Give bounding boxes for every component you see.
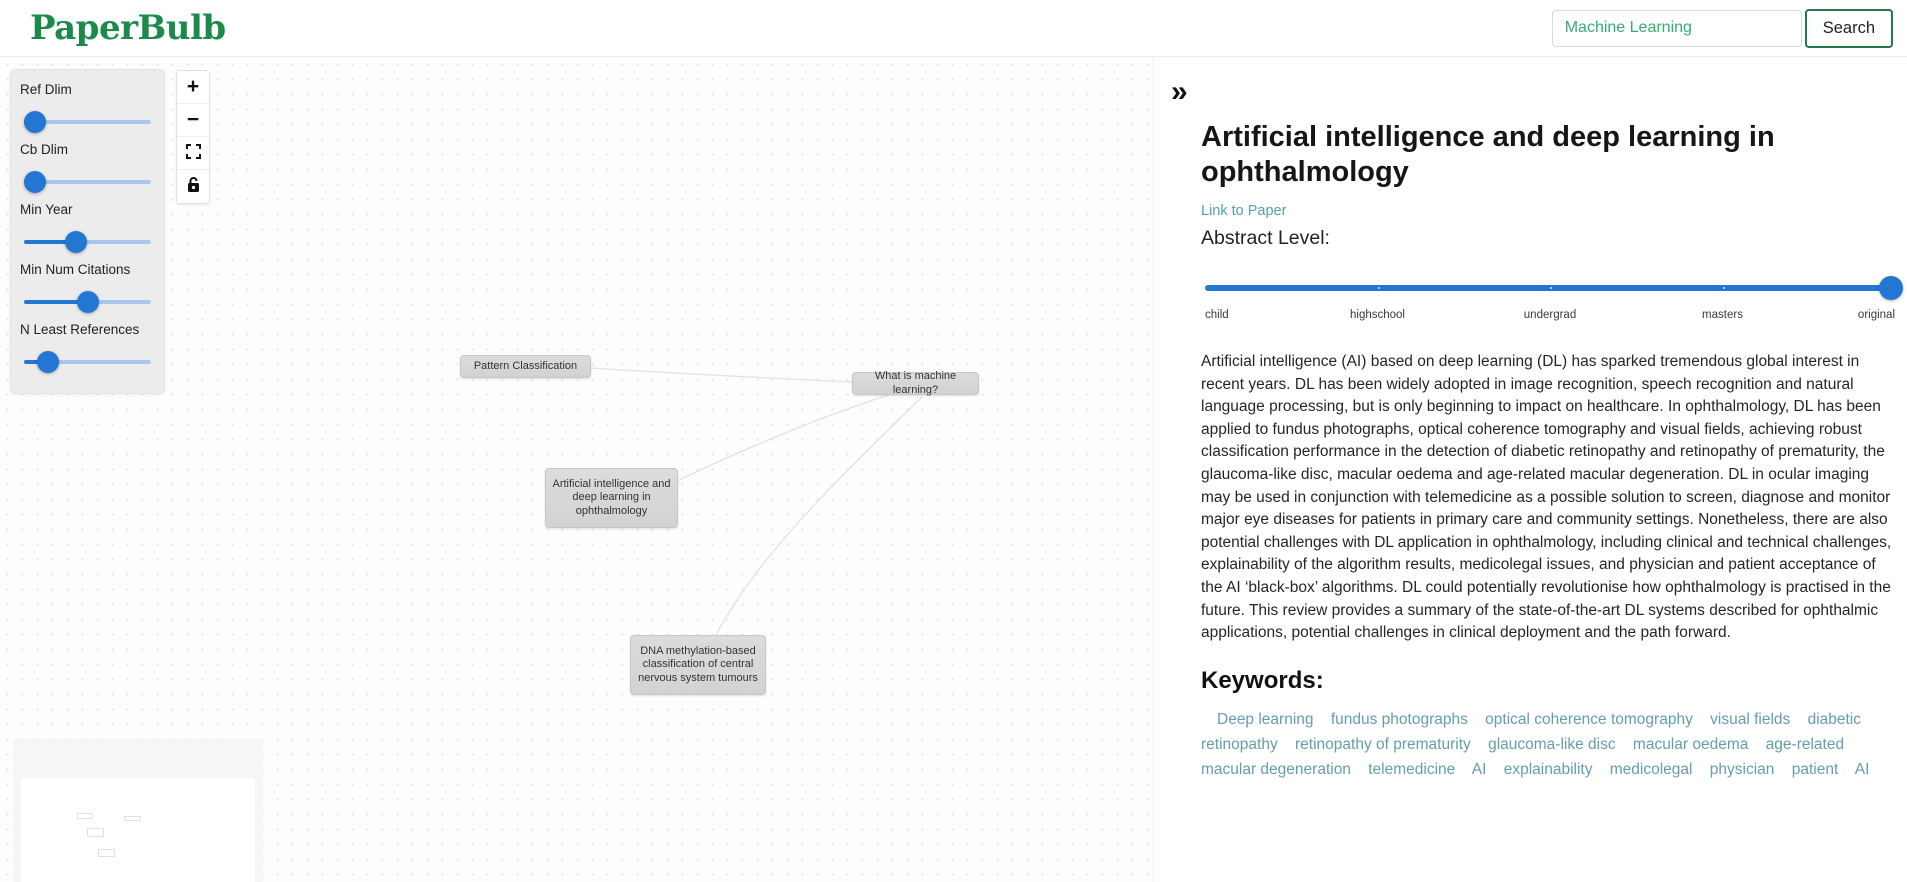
keyword-link[interactable]: visual fields	[1710, 710, 1791, 728]
keyword-link[interactable]: optical coherence tomography	[1485, 710, 1693, 728]
fit-view-button[interactable]	[177, 137, 209, 170]
abstract-level-marks	[1205, 309, 1895, 325]
main-area	[0, 57, 1907, 882]
slider-mark	[1723, 287, 1725, 289]
slider-mark	[1550, 287, 1552, 289]
paper-title: Artificial intelligence and deep learning in ophthalmology	[1201, 121, 1775, 188]
search-input[interactable]	[1552, 10, 1802, 47]
keyword-link[interactable]: telemedicine	[1368, 760, 1456, 778]
slider-label: Ref Dlim	[20, 82, 72, 97]
graph-node[interactable]: What is machine learning?	[852, 372, 979, 395]
unlock-icon	[186, 175, 201, 199]
collapse-panel-button[interactable]: »	[1171, 75, 1188, 108]
minimap-viewport[interactable]	[21, 778, 255, 882]
minimap[interactable]	[13, 739, 263, 882]
minimap-node	[77, 813, 93, 819]
min-year-slider[interactable]	[24, 231, 151, 253]
level-mark-label[interactable]: highschool	[1350, 309, 1405, 321]
keywords-list	[1201, 707, 1894, 782]
keyword-link[interactable]: diabetic retinopathy	[1201, 710, 1862, 753]
abstract-text: Artificial intelligence (AI) based on deep learning (DL) has sparked tremendous global interest in recent years. DL has been widely adopted in image recognition, speech recognition and natural language processing, but is only beginning to impact on healthcare. In ophthalmology, DL has been applied to fundus photographs, optical coherence tomography and visual fields, achieving robust classification performance in the detection of diabetic retinopathy and retinopathy of prematurity, the glaucoma-like disc, macular oedema and age-related macular degeneration. DL in ocular imaging may be used in conjunction with telemedicine as a possible solution to screen, diagnose and monitor major eye diseases for patients in primary care and community settings. Nonetheless, there are also potential challenges with DL application in ophthalmology, including clinical and technical challenges, explainability of the algorithm results, medicolegal issues, and physician and patient acceptance of the AI ‘black-box’ algorithms. DL could potentially revolutionise how ophthalmology is practised in the future. This review provides a summary of the state-of-the-art DL systems described for ophthalmic applications, potential challenges in clinical deployment and the path forward.	[1201, 353, 1892, 642]
slider-thumb[interactable]	[37, 351, 59, 373]
ref-dlim-slider[interactable]	[24, 111, 151, 133]
keyword-link[interactable]: Deep learning	[1217, 710, 1314, 728]
slider-thumb[interactable]	[1879, 276, 1903, 300]
min-num-citations-slider[interactable]	[24, 291, 151, 313]
keyword-link[interactable]: macular oedema	[1632, 735, 1749, 753]
abstract-level-label: Abstract Level:	[1201, 227, 1330, 249]
paper-panel	[1153, 57, 1907, 882]
minimap-node	[87, 828, 104, 837]
level-mark-label[interactable]: masters	[1702, 309, 1743, 321]
graph-canvas[interactable]	[0, 57, 1153, 882]
minimap-node	[98, 849, 115, 857]
keyword-link[interactable]: medicolegal	[1609, 760, 1693, 778]
map-toolbar	[176, 70, 210, 204]
keyword-link[interactable]: age-related macular degeneration	[1201, 735, 1845, 778]
minimap-node	[124, 816, 141, 821]
level-mark-label[interactable]: undergrad	[1523, 309, 1577, 321]
keyword-link[interactable]: AI	[1854, 760, 1870, 778]
keyword-link[interactable]: patient	[1791, 760, 1839, 778]
search-button[interactable]: Search	[1805, 9, 1893, 48]
keywords-heading: Keywords:	[1201, 666, 1324, 694]
paper-link[interactable]: Link to Paper	[1201, 203, 1287, 219]
slider-label: Cb Dlim	[20, 142, 69, 157]
filter-panel	[10, 69, 165, 394]
header	[0, 0, 1907, 57]
keyword-link[interactable]: AI	[1471, 760, 1487, 778]
zoom-out-button[interactable]: −	[177, 104, 209, 137]
slider-thumb[interactable]	[24, 111, 46, 133]
slider-thumb[interactable]	[77, 291, 99, 313]
logo[interactable]: PaperBulb	[30, 8, 226, 48]
graph-node[interactable]: DNA methylation-based classification of central nervous system tumours	[630, 635, 766, 695]
slider-mark	[1378, 287, 1380, 289]
cb-dlim-slider[interactable]	[24, 171, 151, 193]
keyword-link[interactable]: physician	[1709, 760, 1775, 778]
slider-label: Min Year	[20, 202, 73, 217]
zoom-in-button[interactable]: +	[177, 71, 209, 104]
lock-toggle-button[interactable]	[177, 170, 209, 203]
slider-label: Min Num Citations	[20, 262, 131, 277]
keyword-link[interactable]: fundus photographs	[1330, 710, 1468, 728]
keyword-link[interactable]: glaucoma-like disc	[1488, 735, 1616, 753]
search-bar	[1552, 9, 1893, 48]
keyword-link[interactable]: retinopathy of prematurity	[1295, 735, 1471, 753]
slider-thumb[interactable]	[24, 171, 46, 193]
n-least-references-slider[interactable]	[24, 351, 151, 373]
keyword-link[interactable]: explainability	[1503, 760, 1593, 778]
slider-thumb[interactable]	[65, 231, 87, 253]
abstract-level-slider[interactable]	[1205, 276, 1895, 300]
fit-view-icon	[186, 141, 201, 165]
graph-node[interactable]: Pattern Classification	[460, 355, 591, 378]
level-mark-label[interactable]: original	[1857, 309, 1895, 321]
level-mark-label[interactable]: child	[1205, 309, 1229, 321]
graph-node[interactable]: Artificial intelligence and deep learning in ophthalmology	[545, 468, 678, 528]
slider-label: N Least References	[20, 322, 140, 337]
